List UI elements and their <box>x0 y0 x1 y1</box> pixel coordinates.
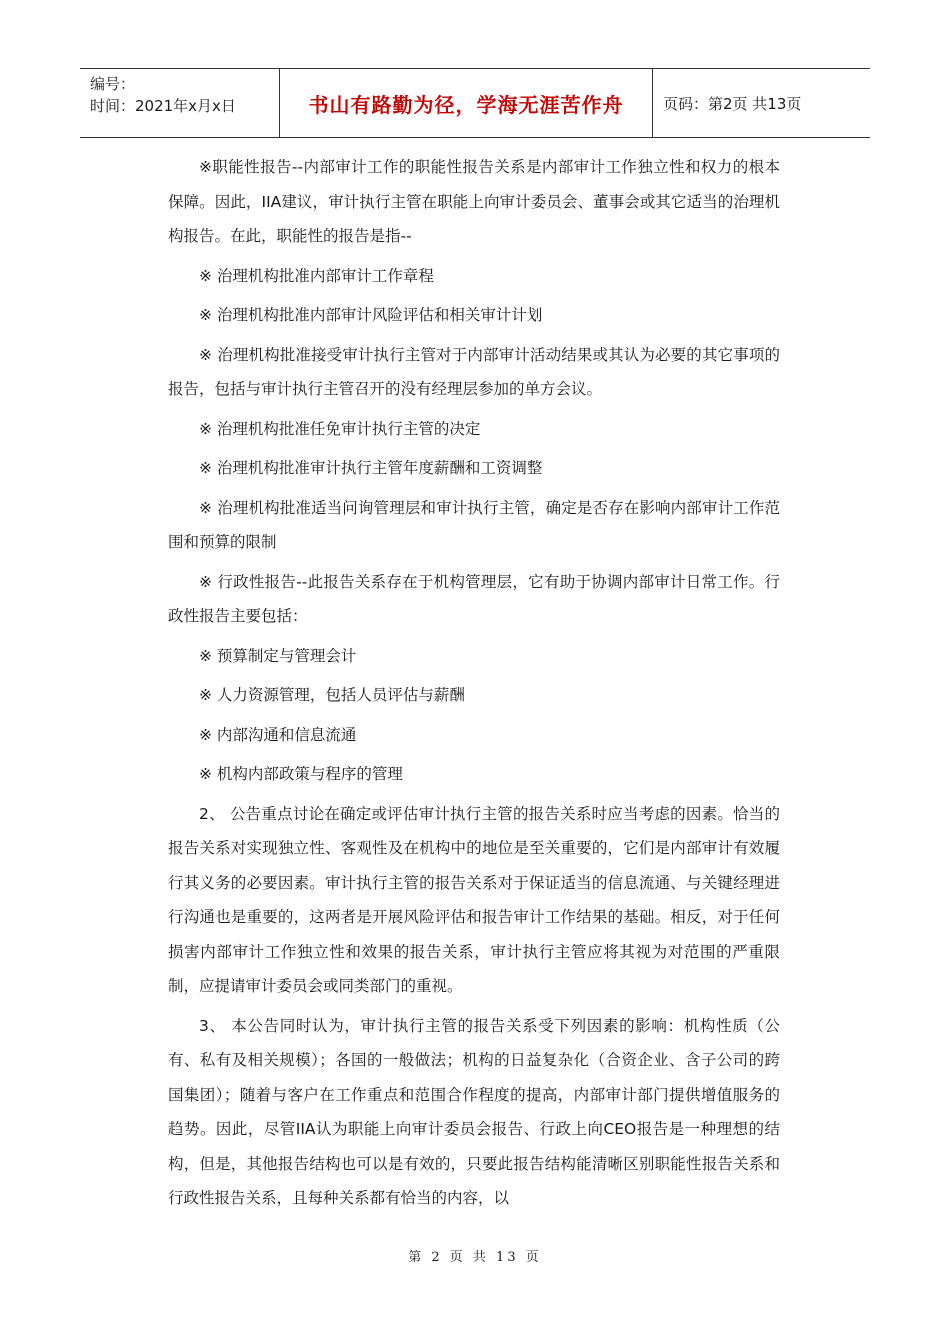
paragraph-section-3: 3、 本公告同时认为，审计执行主管的报告关系受下列因素的影响：机构性质（公有、私有及相关规模）；各国的一般做法；机构的日益复杂化（合资企业、含子公司的跨国集团）；随着与客户在工作重点和范围合作程度的提高，内部审计部门提供增值服务的趋势。因此，尽管IIA认为职能上向审计委员会报告、行政上向CEO报告是一种理想的结构，但是，其他报告结构也可以是有效的，只要此报告结构能清晰区别职能性报告关系和行政性报告关系，且每种关系都有恰当的内容，以 <box>168 1016 780 1207</box>
list-item: ※ 人力资源管理，包括人员评估与薪酬 <box>199 686 465 704</box>
header-page-cell <box>653 69 870 137</box>
list-item: ※ 治理机构批准审计执行主管年度薪酬和工资调整 <box>199 459 543 477</box>
list-item: ※ 治理机构批准内部审计工作章程 <box>199 266 434 285</box>
document-header <box>80 68 870 138</box>
paragraph-functional-reporting: ※职能性报告--内部审计工作的职能性报告关系是内部审计工作独立性和权力的根本保障。因此，IIA建议，审计执行主管在职能上向审计委员会、董事会或其它适当的治理机构报告。在此，职能性的报告是指-- <box>168 158 780 245</box>
list-item: ※ 机构内部政策与程序的管理 <box>199 765 403 783</box>
header-motto-cell <box>280 69 653 137</box>
paragraph-section-2: 2、 公告重点讨论在确定或评估审计执行主管的报告关系时应当考虑的因素。恰当的报告关系对实现独立性、客观性及在机构中的地位是至关重要的，它们是内部审计有效履行其义务的必要因素。审计执行主管的报告关系对于保证适当的信息流通、与关键经理进行沟通也是重要的，这两者是开展风险评估和报告审计工作结果的基础。相反，对于任何损害内部审计工作独立性和效果的报告关系，审计执行主管应将其视为对范围的严重限制，应提请审计委员会或同类部门的重视。 <box>168 804 780 995</box>
page-info: 页码：第2页 共13页 <box>663 94 802 113</box>
list-item: ※ 治理机构批准任免审计执行主管的决定 <box>199 419 481 438</box>
list-item: ※ 治理机构批准适当问询管理层和审计执行主管，确定是否存在影响内部审计工作范围和预算的限制 <box>168 498 780 551</box>
list-item: ※ 内部沟通和信息流通 <box>199 725 357 744</box>
paragraph-administrative-reporting: ※ 行政性报告--此报告关系存在于机构管理层，它有助于协调内部审计日常工作。行政性报告主要包括： <box>168 572 780 625</box>
document-body <box>168 150 780 1221</box>
header-meta-cell <box>80 69 280 137</box>
page-footer: 第 2 页 共 13 页 <box>408 1250 542 1265</box>
list-item: ※ 预算制定与管理会计 <box>199 646 357 665</box>
document-date: 时间：2021年x月x日 <box>90 97 236 115</box>
list-item: ※ 治理机构批准内部审计风险评估和相关审计计划 <box>199 306 543 324</box>
document-number-label: 编号： <box>90 75 136 93</box>
list-item: ※ 治理机构批准接受审计执行主管对于内部审计活动结果或其认为必要的其它事项的报告，包括与审计执行主管召开的没有经理层参加的单方会议。 <box>168 345 780 398</box>
motto-text: 书山有路勤为径，学海无涯苦作舟 <box>308 92 624 117</box>
